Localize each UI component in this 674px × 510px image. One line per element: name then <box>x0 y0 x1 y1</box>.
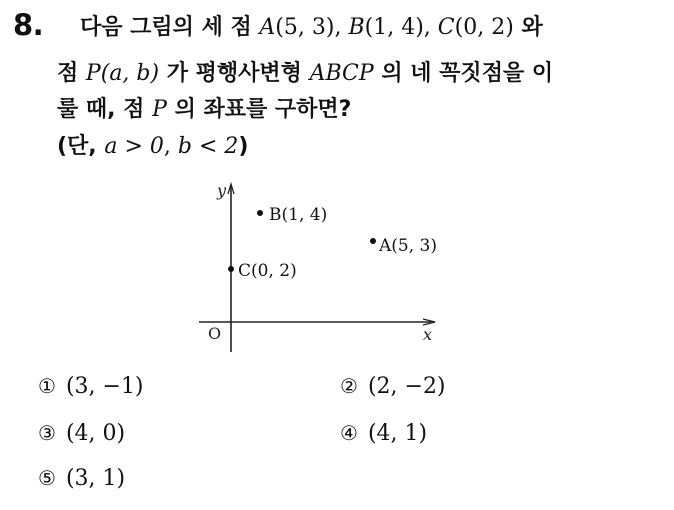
choice-marker: ⑤ <box>38 466 56 490</box>
question-line-2 <box>57 56 553 87</box>
point-b-label: B(1, 4) <box>269 205 328 225</box>
condition-a: a > 0 <box>104 134 164 159</box>
condition-b: b < 2 <box>177 134 239 159</box>
point-c-label: C(0, 2) <box>238 261 297 281</box>
question-text: 다음 그림의 세 점 <box>80 15 260 40</box>
question-number: 8. <box>13 8 44 42</box>
choice-marker: ① <box>38 374 56 398</box>
separator: , <box>163 134 178 159</box>
choice-3[interactable] <box>38 421 125 446</box>
point-c-dot <box>228 266 234 272</box>
coordinate-graph <box>195 180 445 355</box>
choice-1[interactable] <box>38 374 144 399</box>
point-b-dot <box>257 210 263 216</box>
choice-text: (4, 0) <box>65 421 126 446</box>
choice-5[interactable] <box>38 466 125 491</box>
question-text: 점 <box>57 61 86 86</box>
condition-open: (단, <box>57 134 105 159</box>
separator: , <box>423 15 438 40</box>
point-p-name: P <box>152 97 167 122</box>
origin-label: O <box>208 324 222 343</box>
choice-text: (4, 1) <box>367 421 428 446</box>
point-b-name: B <box>348 15 365 40</box>
choice-marker: ③ <box>38 421 56 445</box>
point-p-name: P <box>85 61 101 86</box>
point-p-coord: (a, b) <box>100 61 160 86</box>
choice-text: (3, −1) <box>65 374 144 399</box>
point-c-name: C <box>437 15 455 40</box>
point-a-label: A(5, 3) <box>379 236 437 256</box>
question-text: 의 좌표를 구하면? <box>166 97 352 122</box>
separator: , <box>334 15 349 40</box>
point-a-name: A <box>259 15 276 40</box>
question-text: 가 평행사변형 <box>159 61 310 86</box>
condition-close: ) <box>238 134 249 159</box>
point-b-coord: (1, 4) <box>364 15 424 40</box>
question-line-1 <box>80 10 543 41</box>
point-c-coord: (0, 2) <box>454 15 514 40</box>
y-axis-label: y <box>217 181 227 200</box>
choice-marker: ④ <box>340 421 358 445</box>
point-a-dot <box>370 238 376 244</box>
choice-text: (3, 1) <box>65 466 126 491</box>
parallelogram-name: ABCP <box>309 61 374 86</box>
question-text: 룰 때, 점 <box>57 97 153 122</box>
choice-2[interactable] <box>340 374 446 399</box>
x-axis-label: x <box>423 325 433 344</box>
choice-marker: ② <box>340 374 358 398</box>
question-line-3 <box>57 92 351 123</box>
choice-text: (2, −2) <box>367 374 446 399</box>
point-a-coord: (5, 3) <box>275 15 335 40</box>
question-text: 와 <box>513 15 543 40</box>
question-text: 의 네 꼭짓점을 이 <box>373 61 554 86</box>
choice-4[interactable] <box>340 421 427 446</box>
question-condition <box>57 129 248 160</box>
